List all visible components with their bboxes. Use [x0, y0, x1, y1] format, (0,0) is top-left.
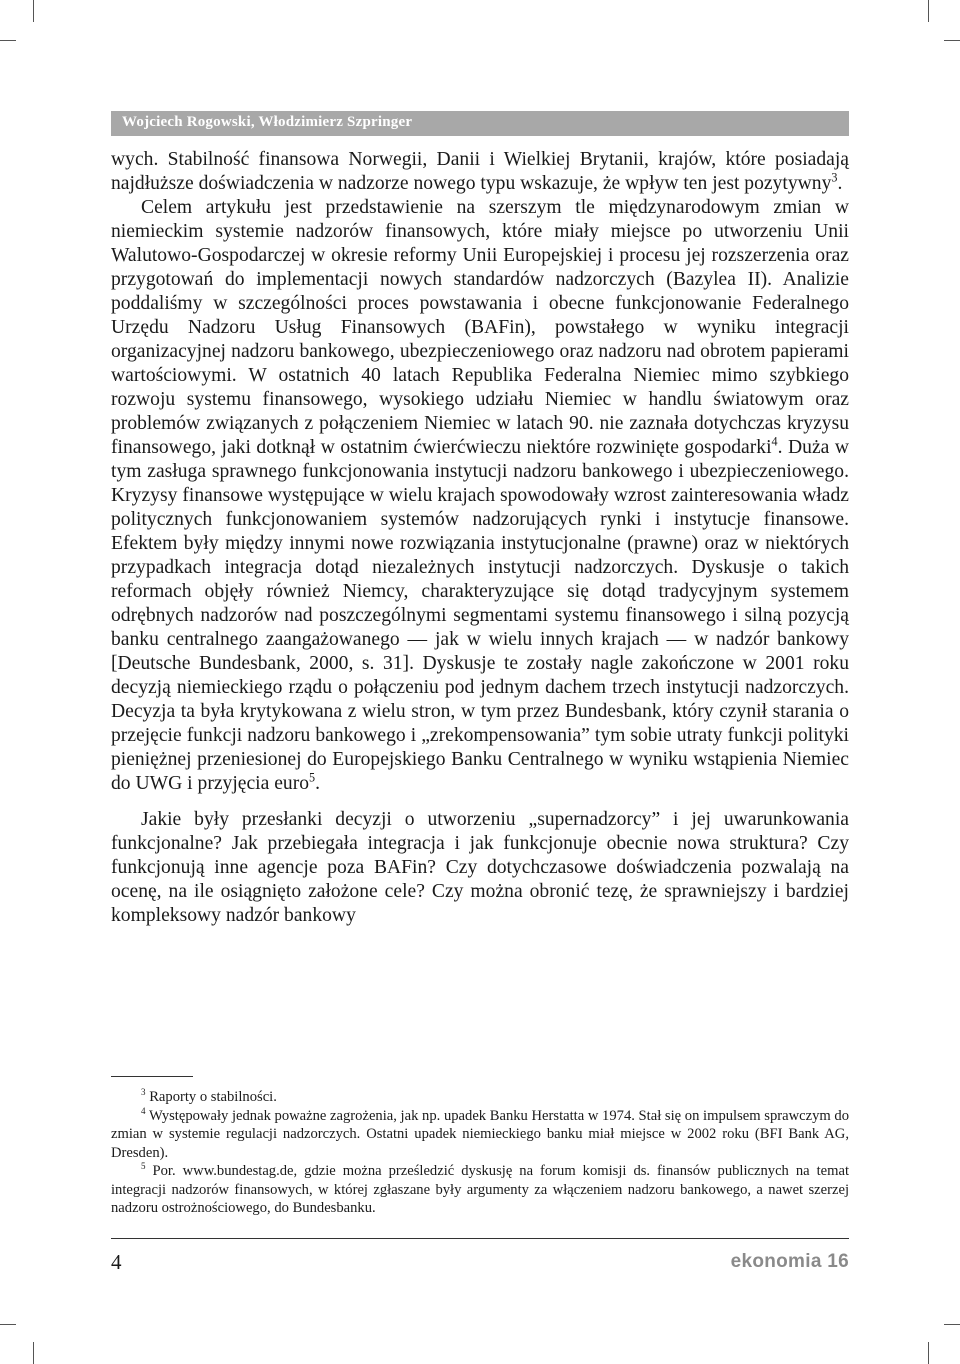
footnote-ref-3: 3 — [831, 170, 838, 185]
footnote-5: $^5$ Por. www.bundestag.de, gdzie można prześledzić dyskusję na forum komisji ds. finansów publicznych na temat integracji nadzorów finansowych, w której zgłaszane były argumenty za włączeniem nadzoru bankowego, a nawet szerzej nadzoru ostrożnościowego, do Bundesbanku. — [111, 1161, 849, 1216]
crop-mark — [928, 1342, 929, 1364]
footnote-ref-5: 5 — [309, 770, 316, 785]
footer-divider — [111, 1238, 849, 1239]
crop-mark — [944, 40, 960, 41]
crop-mark — [33, 1342, 34, 1364]
running-head-authors: Wojciech Rogowski, Włodzimierz Szpringer — [122, 114, 413, 130]
footnote-divider — [111, 1076, 193, 1077]
paragraph-1: wych. Stabilność finansowa Norwegii, Danii i Wielkiej Brytanii, krajów, które posiadają najdłuższe doświadczenia w nadzorze nowego typu wskazuje, że wpływ ten jest pozytywny$^3$. — [111, 149, 849, 194]
crop-mark — [0, 40, 16, 41]
journal-title: ekonomia 16 — [730, 1251, 849, 1272]
page-number: 4 — [111, 1250, 122, 1274]
footnote-4: $^4$ Występowały jednak poważne zagrożenia, jak np. upadek Banku Herstatta w 1974. Stał się on impulsem sprawczym do zmian w systemie regulacji nadzorczych. Ostatni upadek niemieckiego banku miał miejsce w 2002 roku (BFI Bank AG, Dresden). — [111, 1105, 849, 1161]
crop-mark — [0, 1324, 16, 1325]
running-head — [111, 111, 849, 136]
footnote-ref-4: 4 — [771, 434, 778, 449]
paragraph-2: Celem artykułu jest przedstawienie na szerszym tle międzynarodowym zmian w niemieckim systemie nadzorów finansowych, które miały miejsce po utworzeniu Unii Walutowo-Gospodarczej w okresie reformy Unii Europejskiej i procesu jej rozszerzenia oraz przygotowań do implementacji nowych standardów nadzorczych (Bazylea II). Analizie poddaliśmy w szczególności proces powstawania i obecne funkcjonowanie Federalnego Urzędu Nadzoru Usług Finansowych (BAFin), powstałego w wyniku integracji organizacyjnej nadzoru bankowego, ubezpieczeniowego oraz nadzoru nad obrotem papierami wartościowymi. W ostatnich 40 latach Republika Federalna Niemiec mimo szybkiego rozwoju systemu finansowego, wysokiego udziału Niemiec w handlu światowym oraz problemów związanych z połączeniem Niemiec w latach 90. nie zaznała dotychczas kryzysu finansowego, jaki dotknął w ostatnim ćwierćwieczu niektóre rozwinięte gospodarki$^4$. Duża w tym zasługa sprawnego funkcjonowania instytucji nadzoru bankowego i ubezpieczeniowego. Kryzysy finansowe występujące w wielu krajach spowodowały wzrost zainteresowania władz politycznych funkcjonowaniem systemów nadzorujących rynki i instytucje finansowe. Efektem były między innymi nowe rozwiązania instytucjonalne (prawne) oraz w niektórych przypadkach integracja dotąd niezależnych instytucji nadzorczych. Dyskusje o takich reformach objęły również Niemcy, charakteryzujące się dotąd tradycyjnym systemem odrębnych nadzorów nad poszczególnymi segmentami systemu finansowego i silną pozycją banku centralnego zaangażowanego — jak w wielu innych krajach — w nadzór bankowy [Deutsche Bundesbank, 2000, s. 31]. Dyskusje te zostały nagle zakończone w 2001 roku decyzją niemieckiego rządu o połączeniu pod jednym dachem trzech instytucji nadzorczych. Decyzja ta była krytykowana z wielu stron, w tym przez Bundesbank, który czynił starania o przejęcie funkcji nadzoru bankowego i „zrekompensowania” tym sobie utraty funkcji polityki pieniężnej przeniesionej do Europejskiego Banku Centralnego w wyniku wstąpienia Niemiec do UWG i przyjęcia euro$^5$. — [111, 197, 849, 794]
footnotes — [111, 1088, 849, 1218]
footnote-3: $^3$ Raporty o stabilności. — [141, 1087, 277, 1105]
crop-mark — [944, 1324, 960, 1325]
main-text — [111, 148, 849, 928]
paragraph-3: Jakie były przesłanki decyzji o utworzeniu „supernadzorcy” i jej uwarunkowania funkcjonalne? Jak przebiegała integracja i jak funkcjonuje obecnie nowa struktura? Czy funkcjonują inne agencje poza BAFin? Czy dotychczasowe doświadczenia pozwalają na ocenę, na ile osiągnięto założone cele? Czy można obronić tezę, że sprawniejszy i bardziej kompleksowy nadzór bankowy — [111, 809, 849, 926]
crop-mark — [928, 0, 929, 22]
crop-mark — [33, 0, 34, 22]
